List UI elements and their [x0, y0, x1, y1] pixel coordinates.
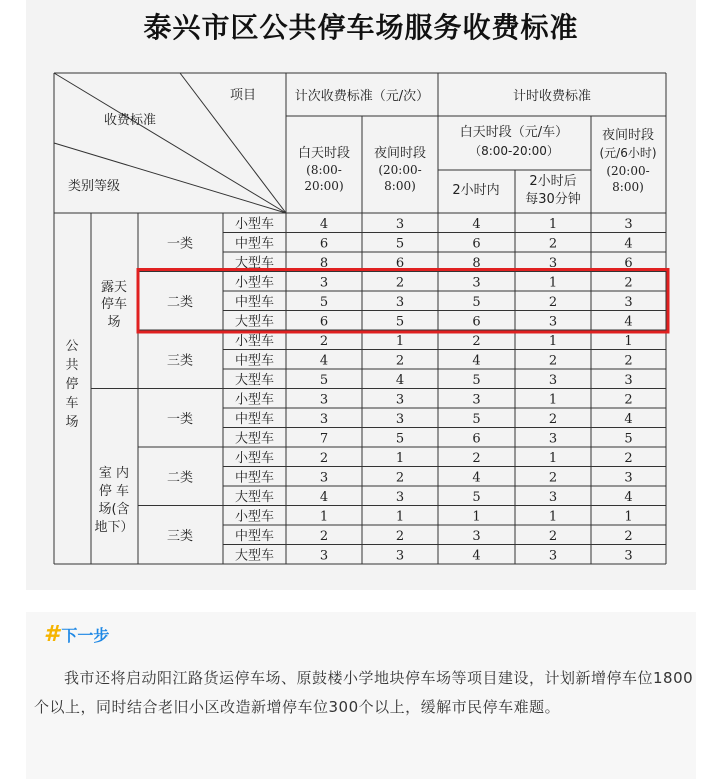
fee-value: 2 — [319, 450, 329, 466]
fee-value: 1 — [548, 216, 558, 232]
vehicle-type-label: 小型车 — [234, 216, 275, 232]
fee-value: 2 — [624, 528, 633, 544]
vehicle-type-label: 大型车 — [234, 548, 275, 564]
fee-value: 5 — [472, 372, 481, 388]
fee-value: 3 — [319, 392, 329, 408]
fee-value: 6 — [319, 314, 329, 330]
fee-value: 4 — [319, 489, 329, 505]
vehicle-type-label: 中型车 — [234, 470, 275, 486]
indoor-parking-label-d: 地下） — [94, 520, 134, 535]
fee-value: 2 — [548, 353, 558, 369]
per-time-day-range-b: 20:00) — [304, 179, 344, 193]
fee-value: 1 — [548, 275, 558, 291]
fee-value: 3 — [624, 548, 633, 564]
fee-value: 5 — [395, 236, 405, 252]
fee-value: 4 — [624, 314, 633, 330]
fee-value: 3 — [395, 216, 405, 232]
fee-value: 4 — [624, 489, 633, 505]
fee-value: 3 — [548, 372, 558, 388]
fee-value: 4 — [624, 411, 633, 427]
indoor-parking-label-a: 室 内 — [98, 466, 130, 481]
fee-value: 3 — [319, 470, 329, 486]
hourly-night-header: 夜间时段 — [601, 128, 655, 143]
section-header — [44, 622, 109, 647]
fee-value: 1 — [624, 509, 633, 525]
fee-value: 5 — [472, 489, 481, 505]
fee-value: 3 — [548, 548, 558, 564]
class-label: 一类 — [166, 411, 194, 427]
class-label: 三类 — [166, 353, 194, 369]
fee-value: 3 — [472, 275, 481, 291]
fee-value: 2 — [624, 450, 633, 466]
fee-value: 3 — [548, 489, 558, 505]
open-parking-label-a: 露天 — [100, 280, 128, 295]
vehicle-type-label: 小型车 — [234, 275, 275, 291]
next-step-paragraph: 我市还将启动阳江路货运停车场、原鼓楼小学地块停车场等项目建设，计划新增停车位1800个以上，同时结合老旧小区改造新增停车位300个以上，缓解市民停车难题。 — [34, 669, 694, 716]
fee-value: 3 — [472, 392, 481, 408]
vehicle-type-label: 大型车 — [234, 489, 275, 505]
section-title: 下一步 — [61, 626, 110, 645]
fee-value: 4 — [319, 353, 329, 369]
fee-value: 2 — [548, 470, 558, 486]
fee-value: 2 — [395, 275, 405, 291]
fee-value: 3 — [548, 431, 558, 447]
vehicle-type-label: 大型车 — [234, 431, 275, 447]
public-parking-char: 公 — [65, 339, 79, 354]
fee-value: 3 — [548, 314, 558, 330]
fee-value: 2 — [624, 275, 633, 291]
fee-value: 3 — [472, 528, 481, 544]
vehicle-type-label: 大型车 — [234, 372, 275, 388]
fee-value: 2 — [319, 528, 329, 544]
hourly-night-unit: (元/6小时) — [599, 146, 657, 160]
vehicle-type-label: 中型车 — [234, 236, 275, 252]
fee-value: 4 — [472, 216, 481, 232]
header-standard-label: 收费标准 — [103, 113, 157, 128]
hourly-header: 计时收费标准 — [512, 89, 592, 104]
fee-value: 1 — [395, 333, 405, 349]
fee-value: 4 — [472, 353, 481, 369]
after-2h-header-b: 每30分钟 — [525, 192, 581, 207]
vehicle-type-label: 小型车 — [234, 392, 275, 408]
indoor-parking-label-c: 场(含 — [98, 502, 130, 517]
fee-value: 3 — [624, 470, 633, 486]
fee-value: 3 — [395, 411, 405, 427]
class-label: 二类 — [166, 294, 194, 310]
vehicle-type-label: 大型车 — [234, 255, 275, 271]
hourly-day-range: （8:00-20:00） — [469, 144, 559, 158]
fee-value: 3 — [395, 392, 405, 408]
fee-value: 7 — [319, 431, 329, 447]
public-parking-char: 停 — [65, 377, 79, 392]
per-time-night-range-b: 8:00) — [384, 179, 416, 193]
fee-value: 1 — [548, 450, 558, 466]
vehicle-type-label: 大型车 — [234, 314, 275, 330]
per-time-day-header: 白天时段 — [297, 146, 351, 161]
fee-value: 2 — [548, 528, 558, 544]
fee-value: 1 — [319, 509, 329, 525]
fee-value: 2 — [319, 333, 329, 349]
vehicle-type-label: 小型车 — [234, 509, 275, 525]
class-label: 三类 — [166, 528, 194, 544]
fee-value: 2 — [548, 411, 558, 427]
fee-value: 5 — [624, 431, 633, 447]
public-parking-char: 车 — [65, 396, 79, 411]
fee-value: 1 — [548, 509, 558, 525]
diagonal-line — [54, 143, 286, 213]
fee-value: 2 — [395, 470, 405, 486]
fee-value: 6 — [472, 431, 481, 447]
fee-value: 5 — [472, 411, 481, 427]
hourly-night-range-a: (20:00- — [606, 164, 650, 178]
fee-value: 1 — [624, 333, 633, 349]
indoor-parking-label-b: 停 车 — [98, 484, 130, 499]
per-time-night-range-a: (20:00- — [378, 163, 422, 177]
open-parking-label-b: 停车 — [100, 297, 128, 312]
fee-value: 5 — [395, 431, 405, 447]
fee-value: 2 — [548, 236, 558, 252]
fee-value: 4 — [395, 372, 405, 388]
class-label: 一类 — [166, 236, 194, 252]
public-parking-char: 共 — [65, 358, 79, 373]
fee-value: 5 — [319, 372, 329, 388]
vehicle-type-label: 中型车 — [234, 528, 275, 544]
vehicle-type-label: 小型车 — [234, 333, 275, 349]
fee-value: 8 — [319, 255, 329, 271]
fee-value: 2 — [472, 333, 481, 349]
fee-value: 3 — [548, 255, 558, 271]
fee-value: 4 — [472, 470, 481, 486]
header-category-label: 类别等级 — [67, 179, 121, 194]
fee-value: 2 — [395, 353, 405, 369]
fee-value: 2 — [472, 450, 481, 466]
fee-value: 6 — [472, 236, 481, 252]
hourly-night-range-b: 8:00) — [612, 180, 644, 194]
next-step-section — [26, 612, 696, 779]
fee-value: 4 — [472, 548, 481, 564]
fee-value: 6 — [319, 236, 329, 252]
fee-value: 3 — [624, 372, 633, 388]
hash-icon: # — [44, 622, 60, 647]
per-time-day-range-a: (8:00- — [306, 163, 342, 177]
fee-value: 5 — [319, 294, 329, 310]
fee-value: 3 — [624, 294, 633, 310]
fee-value: 1 — [548, 392, 558, 408]
per-time-night-header: 夜间时段 — [373, 146, 427, 161]
fee-value: 3 — [319, 411, 329, 427]
fee-value: 6 — [395, 255, 405, 271]
fee-value: 3 — [319, 275, 329, 291]
fee-value: 2 — [395, 528, 405, 544]
vehicle-type-label: 中型车 — [234, 411, 275, 427]
fee-value: 3 — [624, 216, 633, 232]
fee-value: 1 — [395, 509, 405, 525]
fee-value: 4 — [624, 236, 633, 252]
vehicle-type-label: 中型车 — [234, 353, 275, 369]
header-project-label: 项目 — [229, 88, 257, 103]
fee-value: 1 — [548, 333, 558, 349]
fee-value: 6 — [624, 255, 633, 271]
page-title: 泰兴市区公共停车场服务收费标准 — [143, 11, 579, 44]
within-2h-header: 2小时内 — [452, 183, 500, 198]
vehicle-type-label: 中型车 — [234, 294, 275, 310]
fee-value: 1 — [395, 450, 405, 466]
fee-value: 1 — [472, 509, 481, 525]
open-parking-label-c: 场 — [107, 315, 121, 330]
fee-value: 8 — [472, 255, 481, 271]
public-parking-char: 场 — [65, 415, 79, 430]
fee-value: 2 — [624, 353, 633, 369]
fee-value: 3 — [395, 294, 405, 310]
fee-value: 5 — [395, 314, 405, 330]
per-time-header: 计次收费标准（元/次） — [294, 89, 430, 104]
class-label: 二类 — [166, 470, 194, 486]
vehicle-type-label: 小型车 — [234, 450, 275, 466]
after-2h-header-a: 2小时后 — [529, 174, 577, 189]
hourly-day-header: 白天时段（元/车） — [459, 125, 569, 140]
fee-value: 5 — [472, 294, 481, 310]
fee-value: 2 — [548, 294, 558, 310]
fee-value: 6 — [472, 314, 481, 330]
fee-value: 3 — [395, 489, 405, 505]
fee-value: 3 — [319, 548, 329, 564]
fee-value: 2 — [624, 392, 633, 408]
fee-value: 4 — [319, 216, 329, 232]
fee-value: 3 — [395, 548, 405, 564]
